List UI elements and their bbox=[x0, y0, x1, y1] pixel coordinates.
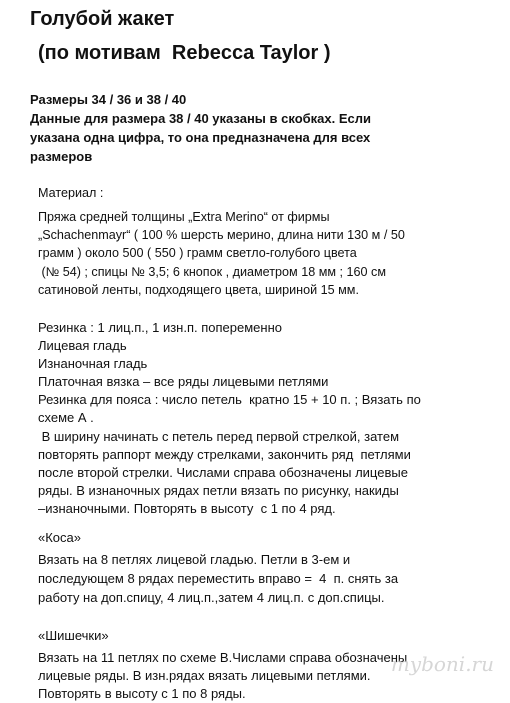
material-heading: Материал : bbox=[38, 186, 104, 200]
sizes-note-3: размеров bbox=[30, 149, 93, 164]
stitch-line: Резинка : 1 лиц.п., 1 изн.п. попеременно bbox=[38, 320, 282, 335]
kosa-line: работу на доп.спицу, 4 лиц.п.,затем 4 лиц.п. с доп.спицы. bbox=[38, 590, 385, 605]
stitch-line: схеме А . bbox=[38, 410, 94, 425]
material-line: Пряжа средней толщины „Extra Merino“ от фирмы bbox=[38, 210, 330, 224]
site-watermark: myboni.ru bbox=[390, 652, 494, 676]
stitch-line: Резинка для пояса : число петель кратно 15 + 10 п. ; Вязать по bbox=[38, 392, 421, 407]
sizes-note-2: указана одна цифра, то она предназначена для всех bbox=[30, 130, 371, 145]
material-line: „Schachenmayr“ ( 100 % шерсть мерино, длина нити 130 м / 50 bbox=[38, 228, 405, 242]
stitch-line: после второй стрелки. Числами справа обозначены лицевые bbox=[38, 465, 408, 480]
kosa-line: последующем 8 рядах переместить вправо = 4 п. снять за bbox=[38, 571, 399, 586]
sizes-line: Размеры 34 / 36 и 38 / 40 bbox=[30, 92, 187, 107]
shishechki-heading: «Шишечки» bbox=[38, 628, 109, 643]
title-line-2: (по мотивам Rebecca Taylor ) bbox=[38, 42, 331, 64]
material-line: (№ 54) ; спицы № 3,5; 6 кнопок , диаметром 18 мм ; 160 см bbox=[38, 265, 386, 279]
kosa-heading: «Коса» bbox=[38, 530, 81, 545]
stitch-line: ряды. В изнаночных рядах петли вязать по рисунку, накиды bbox=[38, 483, 399, 498]
stitch-line: Платочная вязка – все ряды лицевыми петлями bbox=[38, 374, 329, 389]
title-line-1: Голубой жакет bbox=[30, 8, 175, 30]
material-line: грамм ) около 500 ( 550 ) грамм светло-голубого цвета bbox=[38, 246, 357, 260]
kosa-line: Вязать на 8 петлях лицевой гладью. Петли в 3-ем и bbox=[38, 552, 351, 567]
stitch-line: повторять раппорт между стрелками, закончить ряд петлями bbox=[38, 447, 411, 462]
shishechki-line: Повторять в высоту с 1 по 8 ряды. bbox=[38, 686, 246, 701]
stitch-line: В ширину начинать с петель перед первой стрелкой, затем bbox=[38, 429, 400, 444]
shishechki-line: Вязать на 11 петлях по схеме В.Числами справа обозначены bbox=[38, 650, 408, 665]
shishechki-line: лицевые ряды. В изн.рядах вязать лицевыми петлями. bbox=[38, 668, 371, 683]
material-line: сатиновой ленты, подходящего цвета, шириной 15 мм. bbox=[38, 283, 359, 297]
stitch-line: –изнаночными. Повторять в высоту с 1 по 4 ряд. bbox=[38, 501, 336, 516]
stitch-line: Изнаночная гладь bbox=[38, 356, 148, 371]
sizes-note-1: Данные для размера 38 / 40 указаны в скобках. Если bbox=[30, 111, 372, 126]
stitch-line: Лицевая гладь bbox=[38, 338, 127, 353]
